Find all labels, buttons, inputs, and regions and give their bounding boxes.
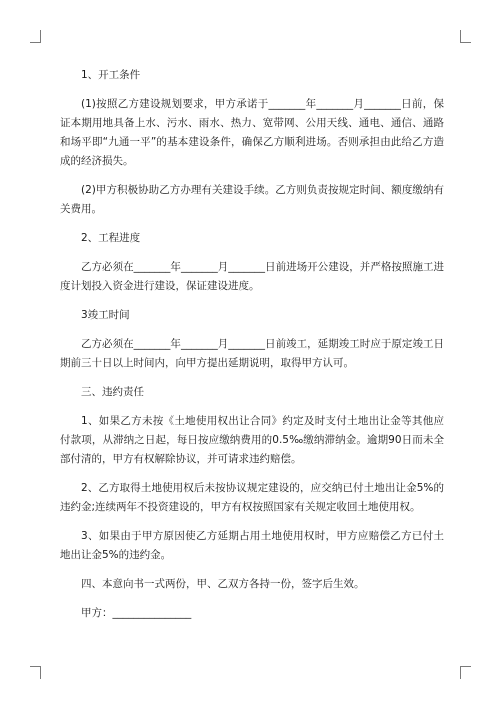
- paragraph-site-conditions: (1)按照乙方建设规划要求，甲方承诺于_______年_______月_______日前，保证本期用地具备上水、污水、雨水、热力、宽带网、公用天线、通电、通信、通路和场平即“九通一平”的基本建设条件，确保乙方顺利进场。否则承担由此给乙方造成的经济损失。: [60, 98, 444, 167]
- paragraph-progress: 乙方必须在_______年_______月_______日前进场开公建设，并严格按照施工进度计划投入资金进行建设，保证建设进度。: [60, 261, 444, 292]
- paragraph-party-a-delay: 3、如果由于甲方原因使乙方延期占用土地使用权时，甲方应赔偿乙方已付土地出让金5%的违约金。: [60, 530, 444, 561]
- crop-mark-top-right: [460, 30, 471, 43]
- signature-line-party-a: 甲方：_______________: [81, 607, 192, 619]
- crop-mark-bottom-left: [30, 666, 41, 679]
- paragraph-late-payment: 1、如果乙方未按《土地使用权出让合同》约定及时支付土地出让金等其他应付款项，从滞纳之日起，每日按应缴纳费用的0.5‰缴纳滞纳金。逾期90日而未全部付清的，甲方有权解除协议，并可请求违约赔偿。: [60, 415, 444, 465]
- paragraph-procedures: (2)甲方积极协助乙方办理有关建设手续。乙方则负责按规定时间、额度缴纳有关费用。: [60, 184, 444, 215]
- section-heading-start-conditions: 1、开工条件: [81, 69, 141, 81]
- paragraph-construction-default: 2、乙方取得土地使用权后未按协议规定建设的，应交纳已付土地出让金5%的违约金;连续两年不投资建设的，甲方有权按照国家有关规定收回土地使用权。: [60, 482, 444, 513]
- crop-mark-bottom-right: [460, 666, 471, 679]
- section-heading-liability: 三、违约责任: [81, 386, 144, 398]
- paragraph-copies: 四、本意向书一式两份，甲、乙双方各持一份，签字后生效。: [81, 578, 365, 590]
- crop-mark-top-left: [30, 30, 41, 43]
- section-heading-completion: 3竣工时间: [81, 309, 130, 321]
- section-heading-progress: 2、工程进度: [81, 232, 141, 244]
- document-body: [60, 66, 444, 633]
- paragraph-completion: 乙方必须在_______年_______月_______日前竣工，延期竣工时应于原定竣工日期前三十日以上时间内，向甲方提出延期说明，取得甲方认可。: [60, 338, 444, 369]
